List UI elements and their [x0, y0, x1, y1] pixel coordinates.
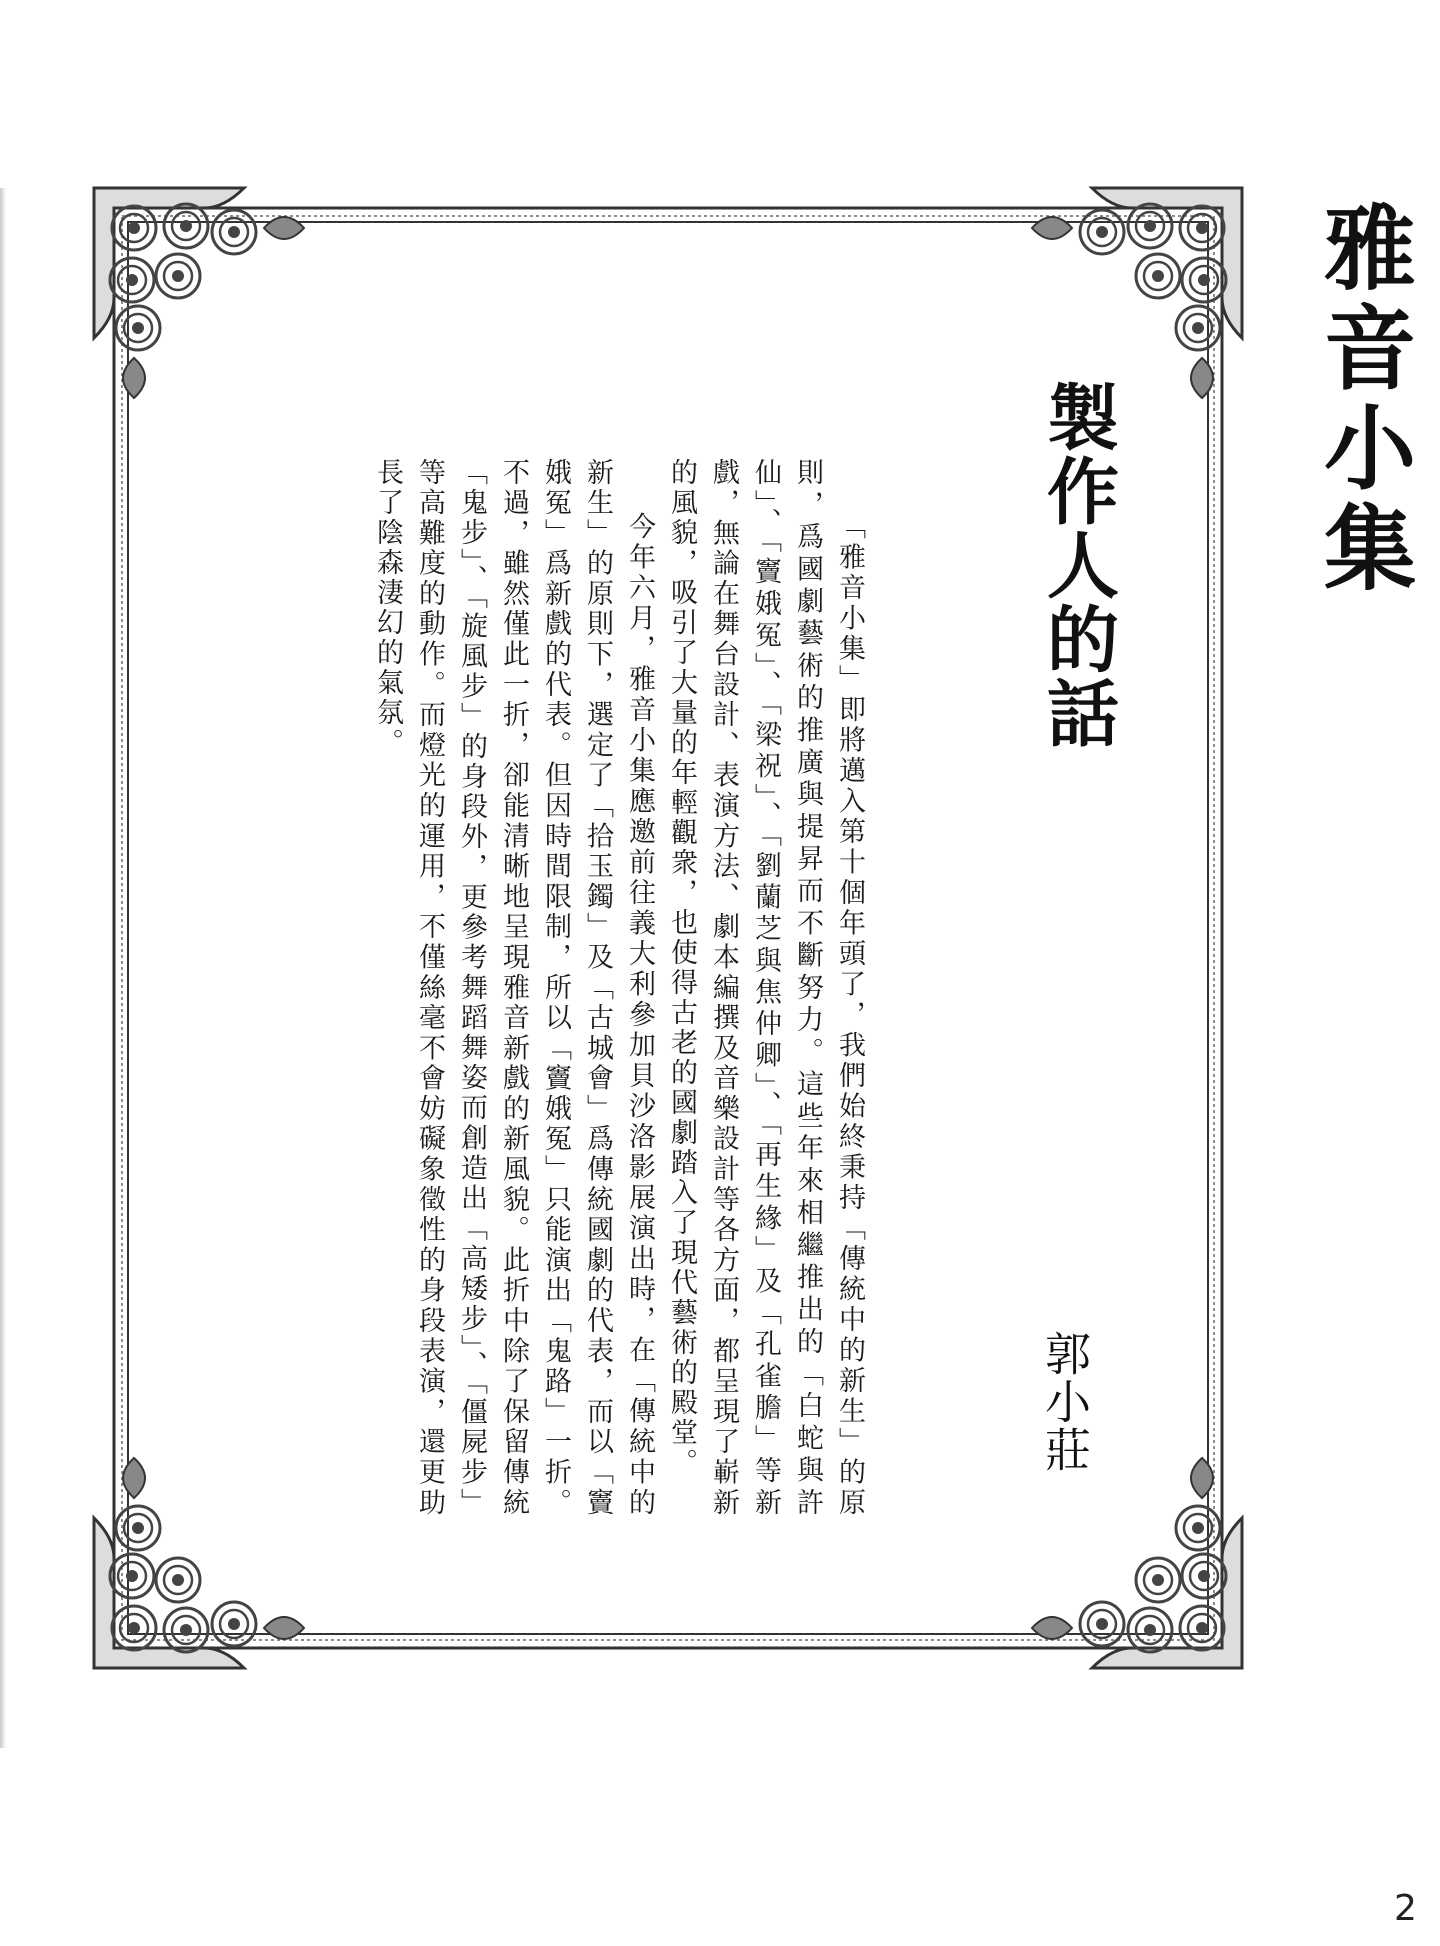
article-title: 製作人的話 — [1035, 380, 1119, 750]
article-author: 郭小莊 — [1038, 1330, 1092, 1474]
article-paragraph: 今年六月，雅音小集應邀前往義大利參加貝沙洛影展演出時，在「傳統中的新生」的原則下，選定了「拾玉鐲」及「古城會」爲傳統國劇的代表，而以「竇娥冤」爲新戲的代表。但因時間限制，所以「竇娥冤」只能演出「鬼路」一折。不過，雖然僅此一折，卻能清晰地呈現雅音新戲的新風貌。此折中除了保留傳統「鬼步」、「旋風步」的身段外，更參考舞蹈舞姿而創造出「高矮步」、「僵屍步」等高難度的動作。而燈光的運用，不僅絲毫不會妨礙象徵性的身段表演，還更助長了陰森淒幻的氣氛。 — [372, 458, 655, 1518]
article-body — [372, 458, 870, 1518]
article-paragraph: 「雅音小集」即將邁入第十個年頭了，我們始終秉持「傳統中的新生」的原則，爲國劇藝術的推廣與提昇而不斷努力。這些年來相繼推出的「白蛇與許仙」、「竇娥冤」、「梁祝」、「劉蘭芝與焦仲卿」、「再生緣」及「孔雀膽」等新戲，無論在舞台設計、表演方法、劇本編撰及音樂設計等各方面，都呈現了嶄新的風貌，吸引了大量的年輕觀衆，也使得古老的國劇踏入了現代藝術的殿堂。 — [666, 458, 865, 1518]
page-edge-shadow — [0, 188, 6, 1748]
series-title: 雅音小集 — [1309, 200, 1417, 600]
page-number: 2 — [1394, 1888, 1417, 1929]
